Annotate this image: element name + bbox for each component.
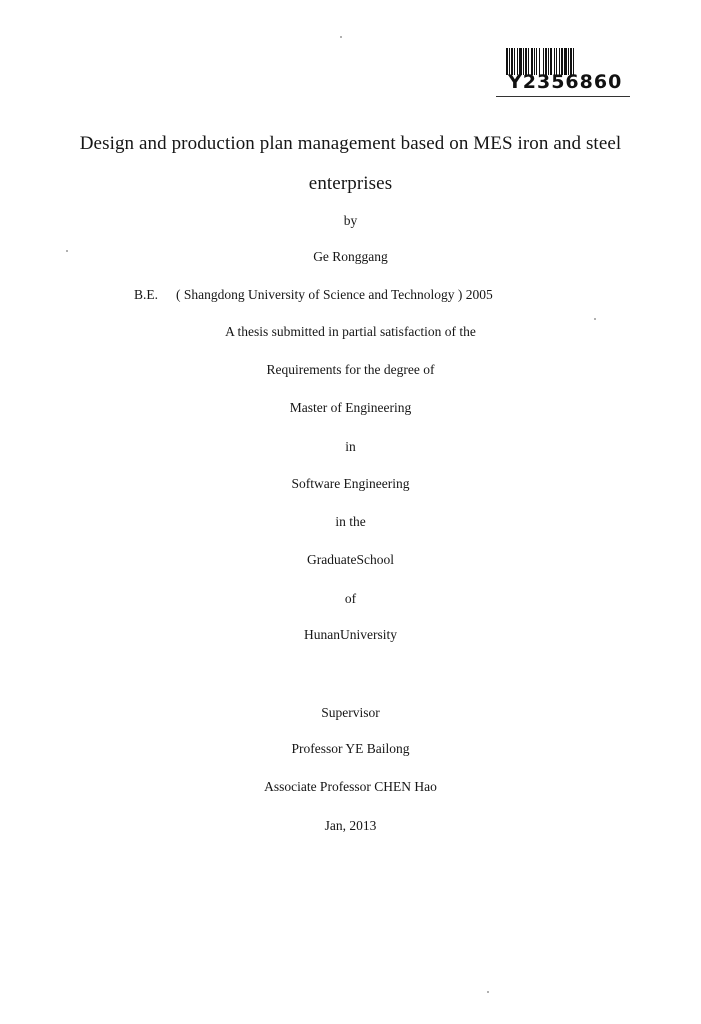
scan-speck — [66, 250, 68, 252]
supervisor-heading: Supervisor — [321, 705, 380, 720]
prior-degree-line — [134, 288, 493, 302]
by-label: by — [343, 213, 358, 228]
in-the-label: in the — [335, 514, 366, 529]
catalogue-number: Y2356860 — [508, 71, 623, 93]
thesis-date: Jan, 2013 — [324, 818, 377, 833]
barcode-label — [496, 48, 630, 100]
scan-speck — [340, 36, 342, 38]
prior-degree-year: 2005 — [465, 287, 493, 302]
of-label: of — [344, 591, 357, 606]
thesis-statement-line-1: A thesis submitted in partial satisfaction of the — [225, 324, 476, 339]
field-of-study: Software Engineering — [291, 476, 410, 491]
supervisor-2: Associate Professor CHEN Hao — [264, 779, 437, 794]
thesis-statement-line-2: Requirements for the degree of — [266, 362, 435, 377]
scan-speck — [487, 991, 489, 993]
scan-speck — [594, 318, 596, 320]
prior-degree: B.E. — [134, 287, 159, 302]
in-label: in — [345, 439, 356, 454]
thesis-title-line-1: Design and production plan management based on MES iron and steel — [79, 133, 622, 154]
university-name: HunanUniversity — [304, 627, 397, 642]
author-name: Ge Ronggang — [313, 249, 388, 264]
barcode-underline — [496, 96, 630, 97]
supervisor-1: Professor YE Bailong — [291, 741, 410, 756]
prior-institution: ( Shangdong University of Science and Technology ) — [176, 287, 463, 302]
degree-name: Master of Engineering — [289, 400, 412, 415]
thesis-title-line-2: enterprises — [308, 173, 393, 194]
school-name: GraduateSchool — [307, 552, 394, 567]
